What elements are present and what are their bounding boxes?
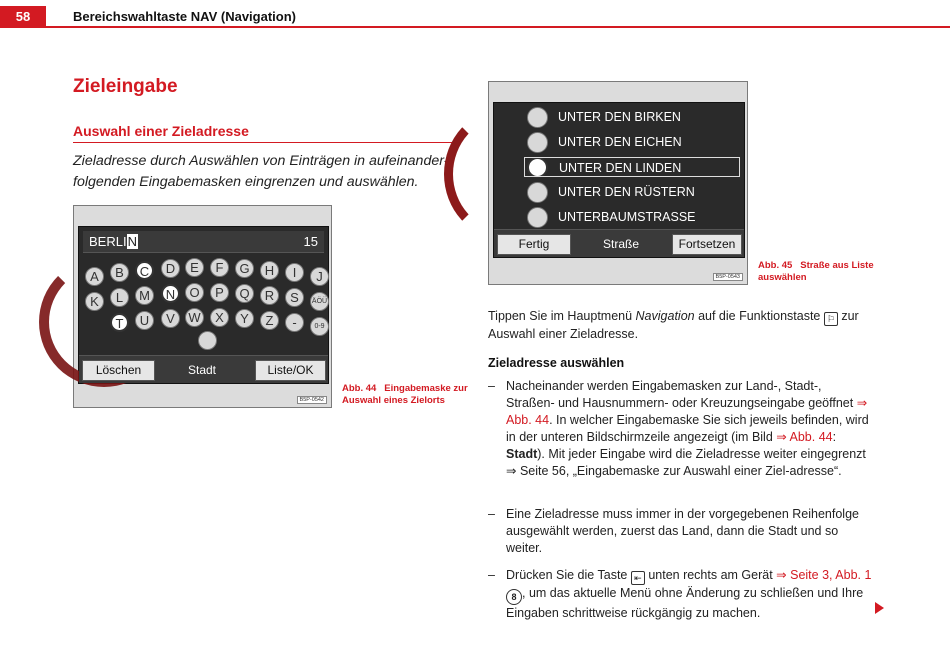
key-c: C	[135, 261, 154, 280]
key-w: W	[185, 308, 204, 327]
key-r: R	[260, 286, 279, 305]
figure-code: B5P-0543	[713, 273, 743, 281]
subheading: Zieladresse auswählen	[488, 356, 625, 370]
continue-arrow-icon	[875, 602, 884, 614]
figure-45-caption	[758, 260, 888, 284]
text: :	[832, 430, 837, 444]
key-d: D	[161, 259, 180, 278]
list-item-3	[488, 567, 873, 622]
figure-44	[73, 205, 332, 408]
key-umlauts: ÄÖÜ	[310, 292, 329, 311]
dash: –	[488, 379, 495, 393]
chapter-title: Bereichswahltaste NAV (Navigation)	[73, 9, 296, 24]
section-intro: Zieladresse durch Auswählen von Einträgen in aufeinander-folgenden Eingabemasken eingrenzen und auswählen.	[73, 153, 449, 190]
caption-text: Eingabemaske zur Auswahl eines Zielorts	[342, 383, 468, 406]
list-item-2	[488, 506, 873, 557]
key-s: S	[285, 288, 304, 307]
menu-name: Navigation	[635, 309, 695, 323]
caption-text: Straße aus Liste auswählen	[758, 260, 874, 283]
key-t: T	[110, 313, 129, 332]
dash: –	[488, 568, 495, 582]
key-q: Q	[235, 284, 254, 303]
section-subtitle: Auswahl einer Zieladresse	[73, 123, 249, 139]
list-item-selected: UNTER DEN LINDEN	[524, 157, 740, 177]
figure-45	[488, 81, 748, 285]
text: ). Mit jeder Eingabe wird die Zieladresse weiter eingegrenzt ⇒ Seite 56, „Eingabemaske zur Auswahl einer Ziel-adresse“.	[506, 447, 866, 478]
continue-button: Fortsetzen	[672, 234, 742, 255]
text: Nacheinander werden Eingabemasken zur Land-, Stadt-, Straßen- und Hausnummern- oder Kreuzungseingabe geöffnet	[506, 379, 857, 410]
input-text: BERLI	[89, 234, 127, 249]
back-key-icon: ⇤	[631, 571, 645, 585]
mask-label: Stadt	[188, 363, 217, 377]
figure-link[interactable]: ⇒ Abb. 44	[506, 396, 868, 427]
figure-link[interactable]: ⇒ Abb. 44	[776, 430, 833, 444]
key-l: L	[110, 288, 129, 307]
key-b: B	[110, 263, 129, 282]
text: . In welcher Eingabemaske Sie sich jeweils befinden, wird in der unteren Bildschirmzeile angezeigt (im Bild	[506, 413, 869, 444]
key-u: U	[135, 311, 154, 330]
result-count: 15	[303, 234, 318, 249]
input-cursor: N	[127, 234, 137, 249]
list-item: UNTER DEN BIRKEN	[558, 110, 681, 124]
subtitle-rule	[73, 142, 457, 143]
header-rule	[0, 26, 950, 28]
text: unten rechts am Gerät	[644, 568, 777, 582]
key-h: H	[260, 261, 279, 280]
text: Eine Zieladresse muss immer in der vorgegebenen Reihenfolge ausgewählt werden, zuerst das Land, dann die Stadt und so weiter.	[506, 507, 859, 555]
keyboard-screen	[78, 226, 329, 384]
key-m: M	[135, 286, 154, 305]
caption-label: Abb. 45	[758, 260, 793, 271]
key-e: E	[185, 258, 204, 277]
key-i: I	[285, 263, 304, 282]
list-item: UNTER DEN EICHEN	[558, 135, 682, 149]
key-x: X	[210, 308, 229, 327]
key-z: Z	[260, 311, 279, 330]
key-j: J	[310, 267, 329, 286]
key-v: V	[161, 309, 180, 328]
section-title: Zieleingabe	[73, 76, 178, 97]
figure-code: B5P-0542	[297, 396, 327, 404]
text: , um das aktuelle Menü ohne Änderung zu schließen und Ihre Eingaben schrittweise rückgängig zu machen.	[506, 586, 864, 620]
list-item: UNTER DEN RÜSTERN	[558, 185, 695, 199]
delete-button: Löschen	[82, 360, 155, 381]
bold-text: Stadt	[506, 447, 538, 461]
key-o: O	[185, 283, 204, 302]
key-y: Y	[235, 309, 254, 328]
list-bottom-bar	[494, 229, 744, 257]
key-space	[198, 331, 217, 350]
list-item: UNTERBAUMSTRASSE	[558, 210, 696, 224]
flag-icon: ⚐	[824, 312, 838, 326]
input-field	[89, 234, 138, 249]
key-p: P	[210, 283, 229, 302]
figure-44-caption	[342, 383, 472, 407]
key-digits: 0-9	[310, 317, 329, 336]
page-number: 58	[0, 6, 46, 28]
key-f: F	[210, 258, 229, 277]
caption-label: Abb. 44	[342, 383, 377, 394]
text: Tippen Sie im Hauptmenü	[488, 309, 636, 323]
key-k: K	[85, 292, 104, 311]
text: auf die Funktionstaste	[694, 309, 824, 323]
text: Drücken Sie die Taste	[506, 568, 631, 582]
mask-label: Straße	[603, 237, 640, 251]
key-a: A	[85, 267, 104, 286]
instruction-paragraph	[488, 308, 878, 343]
text: zur Auswahl einer Zieladresse.	[488, 309, 859, 341]
key-hyphen: -	[285, 313, 304, 332]
done-button: Fertig	[497, 234, 571, 255]
key-n: N	[161, 284, 180, 303]
list-ok-button: Liste/OK	[255, 360, 326, 381]
list-item-1	[488, 378, 873, 480]
street-list-screen	[493, 102, 745, 258]
callout-number: 8	[506, 589, 522, 605]
figure-link[interactable]: ⇒ Seite 3, Abb. 1	[776, 568, 872, 582]
key-g: G	[235, 259, 254, 278]
input-bar	[83, 231, 324, 253]
dash: –	[488, 507, 495, 521]
keyboard-bottom-bar	[79, 355, 328, 383]
